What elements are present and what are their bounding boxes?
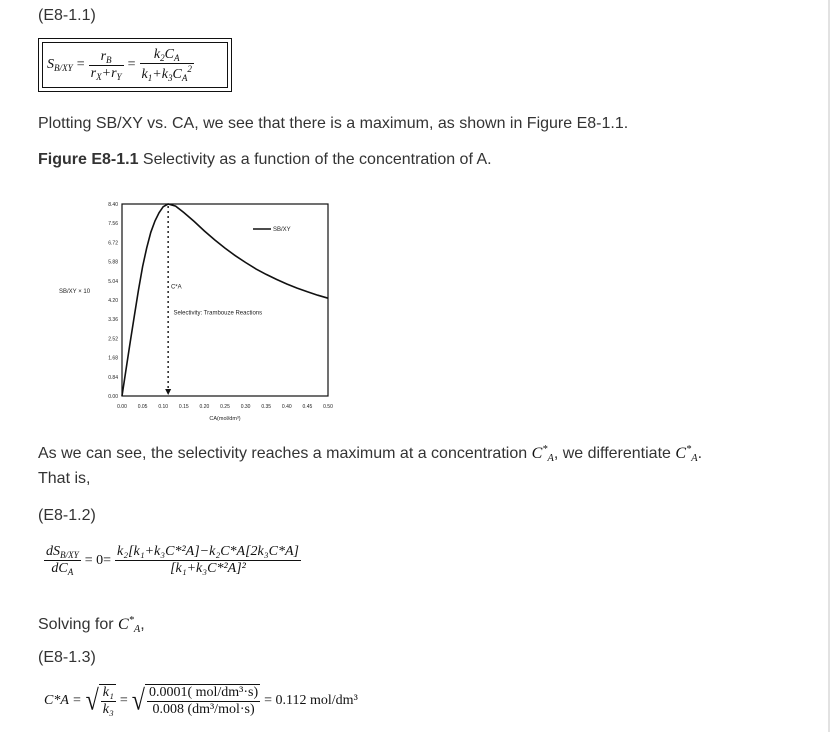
eq2-rhs-frac: $\frac{\text{k₂[k₁+k₃C*²A]−k₂C*A[2k₃C*A]}}{\text{[k₁+k₃C*²A]²}}$ — [117, 544, 299, 576]
figure-caption — [38, 150, 492, 170]
x-tick-label: 0.15 — [178, 404, 189, 410]
eq2-lhs-frac: $\frac{dS_{B/XY}}{dC_A}$ — [46, 544, 79, 577]
eq1-box: $S_{B/XY}$ = $\frac{r_B}{r_X+r_Y}$ = $\frac{k_2C_A}{k_1+k_3C_A^2}$ — [38, 38, 232, 92]
x-tick-label: 0.00 — [117, 404, 127, 410]
y-tick-label: 2.52 — [108, 336, 118, 343]
eq1-frac1: $\frac{r_B}{r_X+r_Y}$ — [90, 48, 122, 82]
y-tick-label: 1.68 — [108, 355, 118, 362]
x-tick-label: 0.25 — [220, 404, 230, 410]
y-tick-label: 0.84 — [108, 374, 118, 381]
arrow-head — [165, 389, 171, 395]
y-tick-label: 5.04 — [108, 278, 118, 285]
x-tick-label: 0.45 — [302, 404, 313, 410]
x-tick-label: 0.40 — [281, 404, 292, 410]
solving-text: Solving for $C^*_A$, — [38, 615, 145, 635]
eq2-equals: = 0= — [84, 552, 111, 568]
x-tick-label: 0.20 — [199, 404, 210, 410]
y-tick-label: 6.72 — [108, 240, 118, 247]
x-tick-label: 0.05 — [137, 404, 148, 410]
that-is-text: That is, — [38, 470, 91, 487]
x-tick-label: 0.50 — [323, 404, 333, 410]
y-tick-label: 4.20 — [108, 298, 118, 304]
figure-label: Figure E8-1.1 — [38, 151, 139, 168]
as-we-see-text: As we can see, the selectivity reaches a maximum at a concentration $C^*_A$, we differentiate $C^*_A$. — [38, 444, 703, 464]
plot-frame — [122, 204, 328, 396]
eq2 — [44, 544, 301, 577]
y-tick-label: 0.00 — [108, 394, 118, 400]
eq3-sqrt1: √ $\frac{\text{k₁}}{\text{k₃}}$ — [85, 685, 114, 717]
annotation-1: Selectivity: Trambouze Reactions — [173, 310, 263, 317]
eq1-lhs: $S_{B/XY}$ — [47, 57, 73, 73]
eq1-label: (E8-1.1) — [38, 7, 96, 24]
x-axis-label: CA(mol/dm³) — [209, 416, 241, 422]
ca-star-symbol-2: $C^*_A$ — [675, 444, 698, 464]
ca-star-symbol-1: $C^*_A$ — [531, 444, 554, 464]
eq3-sqrt2: √ $\frac{\text{0.0001( mol/dm³·s)}}{\text{0.008 (dm³/mol·s)}}$ — [131, 685, 259, 717]
eq2-label: (E8-1.2) — [38, 507, 96, 524]
y-tick-label: 8.40 — [108, 202, 118, 208]
y-tick-label: 5.88 — [108, 259, 118, 266]
y-axis-label: SB/XY × 10 — [59, 289, 91, 295]
eq3: C*A = √ $\frac{\text{k₁}}{\text{k₃}}$ = √ $\frac{\text{0.0001( mol/dm³·s)}}{\text{0.008 (dm³/mol·s)}}$ = 0.112 mol/dm³ — [44, 685, 358, 717]
eq3-lhs: C*A = — [44, 693, 82, 708]
x-tick-label: 0.30 — [240, 404, 251, 410]
selectivity-curve — [122, 204, 328, 396]
x-tick-label: 0.10 — [158, 404, 169, 410]
figure-caption-text: Selectivity as a function of the concentration of A. — [138, 151, 492, 168]
eq3-result: = 0.112 mol/dm³ — [264, 693, 358, 708]
eq3-label: (E8-1.3) — [38, 649, 96, 666]
x-tick-label: 0.35 — [261, 404, 272, 410]
y-tick-label: 3.36 — [108, 317, 118, 324]
y-tick-label: 7.56 — [108, 221, 118, 228]
plotting-text: Plotting SB/XY vs. CA, we see that there is a maximum, as shown in Figure E8-1.1. — [38, 115, 629, 132]
ca-star-symbol-3: $C^*_A$ — [118, 615, 141, 635]
eq1-frac2: $\frac{k_2C_A}{k_1+k_3C_A^2}$ — [141, 47, 192, 83]
selectivity-chart — [55, 195, 345, 435]
annotation-0: C*A — [170, 284, 182, 291]
legend-label: SB/XY — [273, 227, 291, 233]
